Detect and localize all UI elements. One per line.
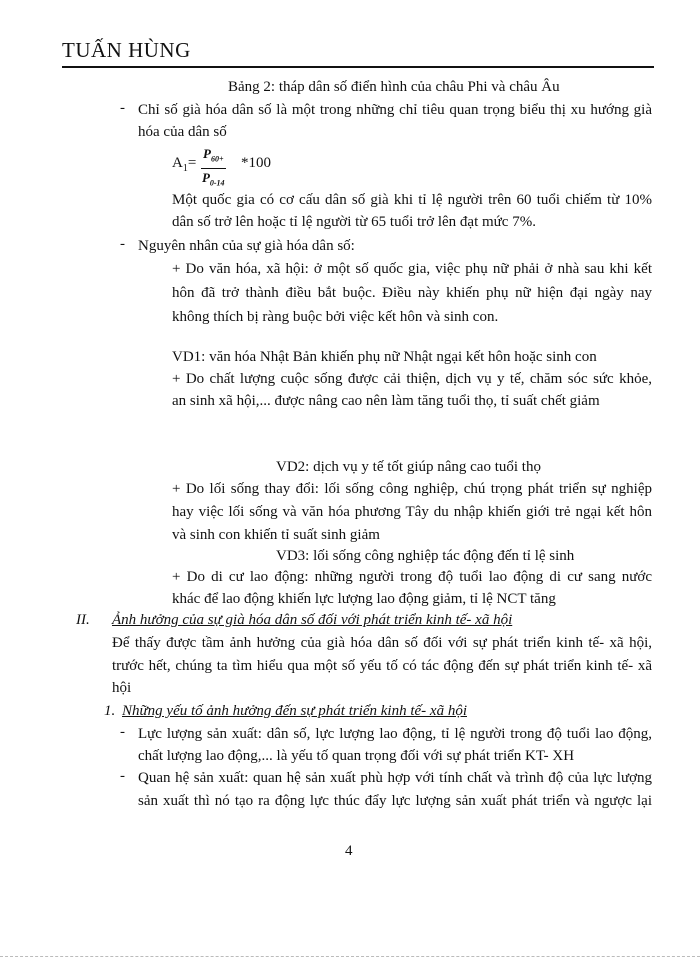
cause-culture: không thích bị ràng buộc bởi việc kết hôn và sinh con. <box>172 309 499 325</box>
aging-index-intro: hóa của dân số <box>138 124 227 140</box>
factor-production-relations: sản xuất thì nó tạo ra động lực thúc đẩy lực lượng sản xuất phát triển và ngược lại <box>138 793 652 809</box>
cause-lifestyle: + Do lối sống thay đổi: lối sống công nghiệp, chú trọng phát triển sự nghiệp <box>172 481 652 497</box>
causes-heading: Nguyên nhân của sự già hóa dân số: <box>138 238 355 254</box>
cause-migration: + Do di cư lao động: những người trong độ tuổi lao động di cư sang nước <box>172 569 652 585</box>
table-caption: Bảng 2: tháp dân số điển hình của châu Phi và châu Âu <box>228 79 560 95</box>
section-2-number: II. <box>76 612 90 628</box>
page-edge-rule <box>0 956 700 957</box>
section-2-intro: Để thấy được tầm ảnh hưởng của già hóa dân số đối với sự phát triển kinh tế- xã hội, <box>112 635 652 651</box>
cause-quality-of-life: + Do chất lượng cuộc sống được cải thiện, dịch vụ y tế, chăm sóc sức khỏe, <box>172 371 652 387</box>
bullet-dash: - <box>120 236 125 252</box>
cause-migration: khác để lao động khiến lực lượng lao động giảm, tỉ lệ NCT tăng <box>172 591 556 607</box>
example-3: VD3: lối sống công nghiệp tác động đến tỉ lệ sinh <box>276 548 575 564</box>
cause-quality-of-life: an sinh xã hội,... được nâng cao nên làm tăng tuổi thọ, tỉ suất chết giảm <box>172 393 600 409</box>
subsection-1-number: 1. <box>104 703 116 719</box>
example-2: VD2: dịch vụ y tế tốt giúp nâng cao tuổi thọ <box>276 459 541 475</box>
formula-numerator: $P_{60+}$ <box>201 146 226 169</box>
formula-rhs: *100 <box>241 155 271 171</box>
cause-culture: hôn đã trở thành điều bắt buộc. Điều này khiến phụ nữ hiện đại ngày nay <box>172 285 652 301</box>
cause-lifestyle: và sinh con khiến tỉ suất sinh giảm <box>172 527 380 543</box>
factor-production-relations: Quan hệ sản xuất: quan hệ sản xuất phù hợp với tính chất và trình độ của lực lượng <box>138 770 652 786</box>
subsection-1-title: Những yếu tố ảnh hưởng đến sự phát triển kinh tế- xã hội <box>122 703 467 719</box>
page-number: 4 <box>345 843 353 859</box>
formula-fraction <box>201 146 226 192</box>
bullet-dash: - <box>120 100 125 116</box>
aging-definition: dân số trở lên hoặc tỉ lệ người từ 65 tuổi trở lên đạt mức 7%. <box>172 214 536 230</box>
example-1: VD1: văn hóa Nhật Bản khiến phụ nữ Nhật ngại kết hôn hoặc sinh con <box>172 349 597 365</box>
factor-productive-forces: chất lượng lao động,... là yếu tố quan trọng đối với sự phát triển KT- XH <box>138 748 575 764</box>
bullet-dash: - <box>120 724 125 740</box>
aging-definition: Một quốc gia có cơ cấu dân số già khi tỉ lệ người trên 60 tuổi chiếm từ 10% <box>172 192 652 208</box>
formula-lhs: $A_1=$ <box>172 155 197 174</box>
bullet-dash: - <box>120 768 125 784</box>
section-2-intro: trước hết, chúng ta tìm hiểu qua một số yếu tố có tác động đến sự phát triển kinh tế- xã <box>112 658 652 674</box>
section-2-intro: hội <box>112 680 132 696</box>
cause-culture: + Do văn hóa, xã hội: ở một số quốc gia, việc phụ nữ phải ở nhà sau khi kết <box>172 261 652 277</box>
aging-index-intro: Chỉ số già hóa dân số là một trong những chỉ tiêu quan trọng biểu thị xu hướng già <box>138 102 652 118</box>
running-header: TUẤN HÙNG <box>62 38 191 62</box>
section-2-title: Ảnh hưởng của sự già hóa dân số đối với phát triển kinh tế- xã hội <box>112 612 513 628</box>
factor-productive-forces: Lực lượng sản xuất: dân số, lực lượng lao động, tỉ lệ người trong độ tuổi lao động, <box>138 726 652 742</box>
header-rule <box>62 66 654 68</box>
cause-lifestyle: hay việc lối sống và văn hóa phương Tây du nhập khiến giới trẻ ngại kết hôn <box>172 504 652 520</box>
formula-denominator: $P_{0-14}$ <box>201 169 225 188</box>
